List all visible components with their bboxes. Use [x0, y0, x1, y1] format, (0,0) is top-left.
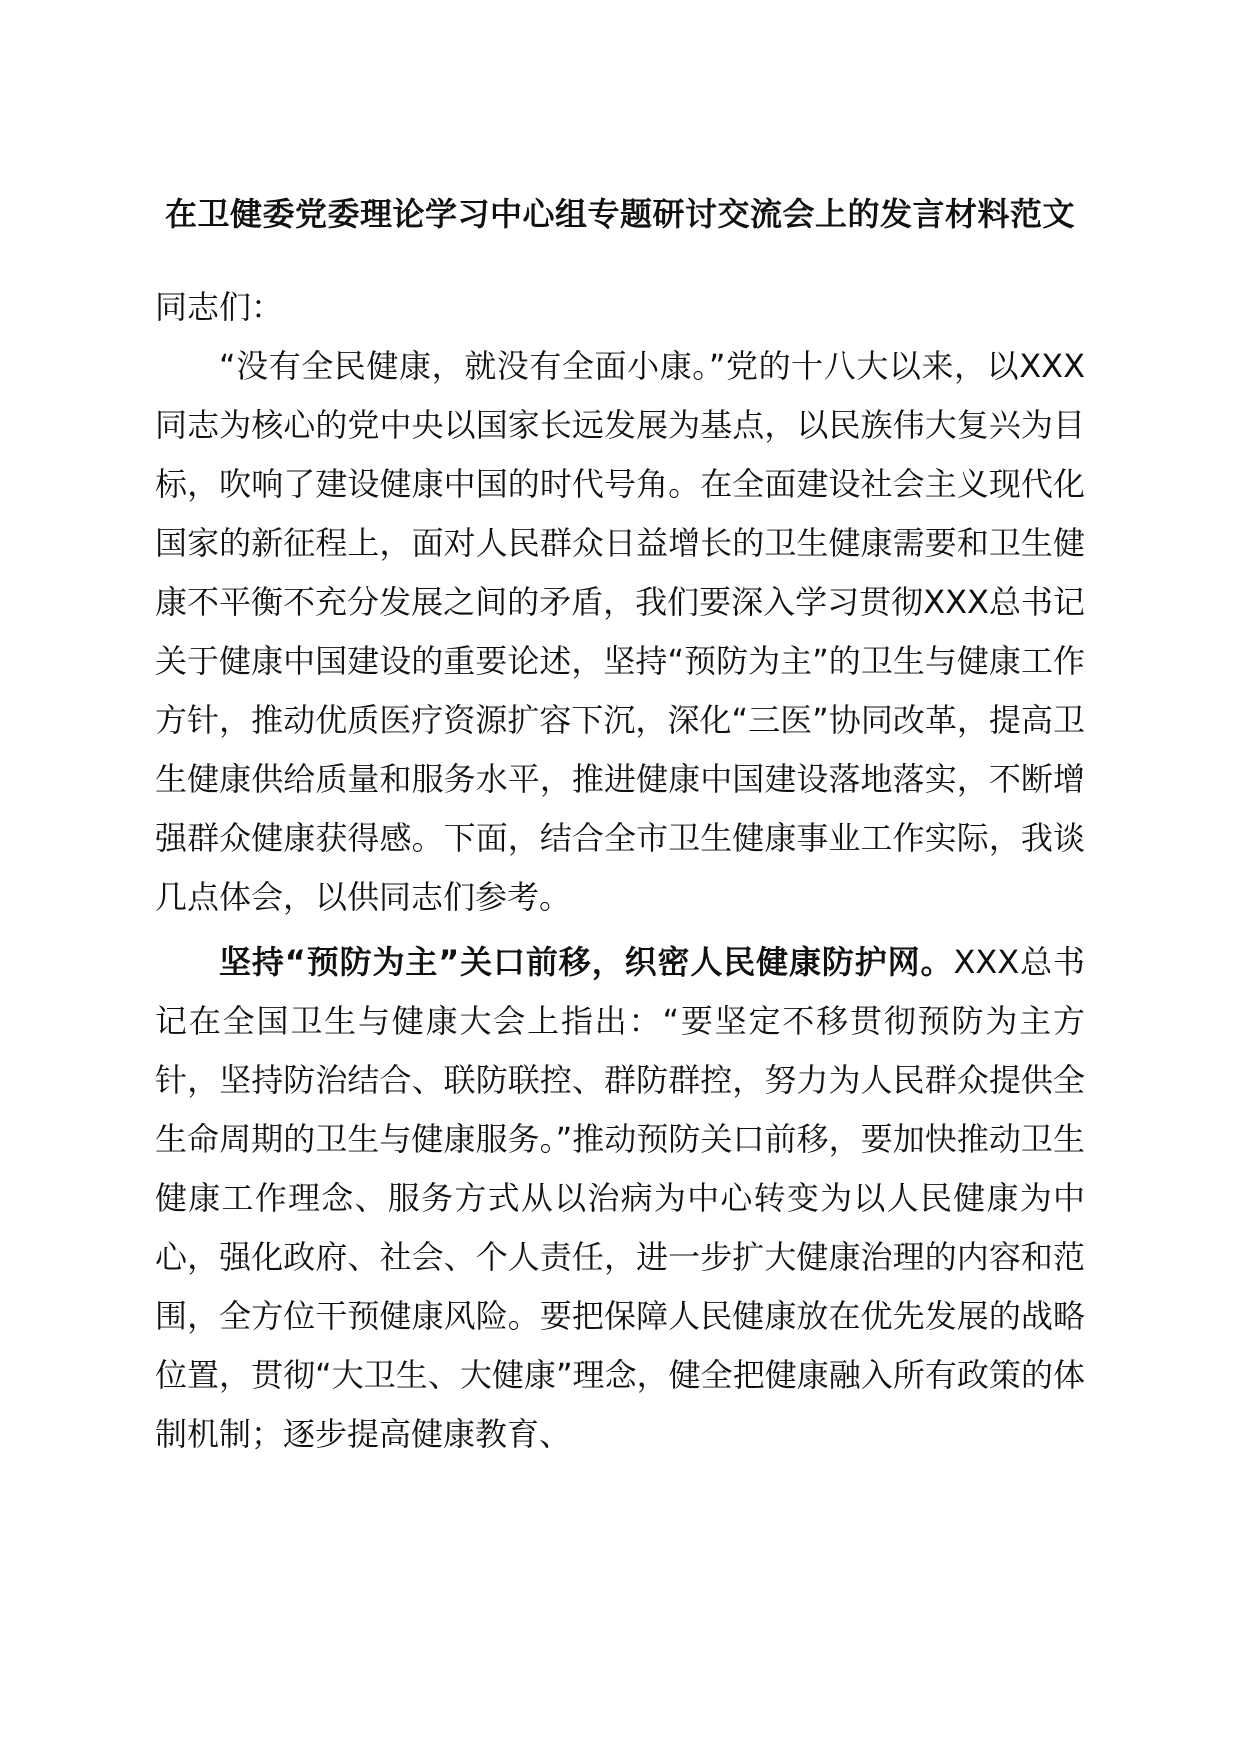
- document-title: 在卫健委党委理论学习中心组专题研讨交流会上的发言材料范文: [164, 195, 1075, 233]
- paragraph-prevention: [155, 933, 1085, 1464]
- paragraph-intro: [155, 337, 1085, 927]
- paragraph-text: “没有全民健康，就没有全面小康。”党的十八大以来，以XXX同志为核心的党中央以国家长远发展为基点，以民族伟大复兴为目标，吹响了建设健康中国的时代号角。在全面建设社会主义现代化国家的新征程上，面对人民群众日益增长的卫生健康需要和卫生健康不平衡不充分发展之间的矛盾，我们要深入学习贯彻XXX总书记关于健康中国建设的重要论述，坚持“预防为主”的卫生与健康工作方针，推动优质医疗资源扩容下沉，深化“三医”协同改革，提高卫生健康供给质量和服务水平，推进健康中国建设落地落实，不断增强群众健康获得感。下面，结合全市卫生健康事业工作实际，我谈几点体会，以供同志们参考。: [155, 347, 1085, 916]
- document-body: [155, 188, 1085, 1464]
- paragraph-lead: 坚持“预防为主”关口前移，织密人民健康防护网。: [219, 943, 954, 981]
- paragraph-text: XXX总书记在全国卫生与健康大会上指出：“要坚定不移贯彻预防为主方针，坚持防治结合、联防联控、群防群控，努力为人民群众提供全生命周期的卫生与健康服务。”推动预防关口前移，要加快推动卫生健康工作理念、服务方式从以治病为中心转变为以人民健康为中心，强化政府、社会、个人责任，进一步扩大健康治理的内容和范围，全方位干预健康风险。要把保障人民健康放在优先发展的战略位置，贯彻“大卫生、大健康”理念，健全把健康融入所有政策的体制机制；逐步提高健康教育、: [155, 943, 1085, 1453]
- salutation: 同志们：: [155, 288, 284, 326]
